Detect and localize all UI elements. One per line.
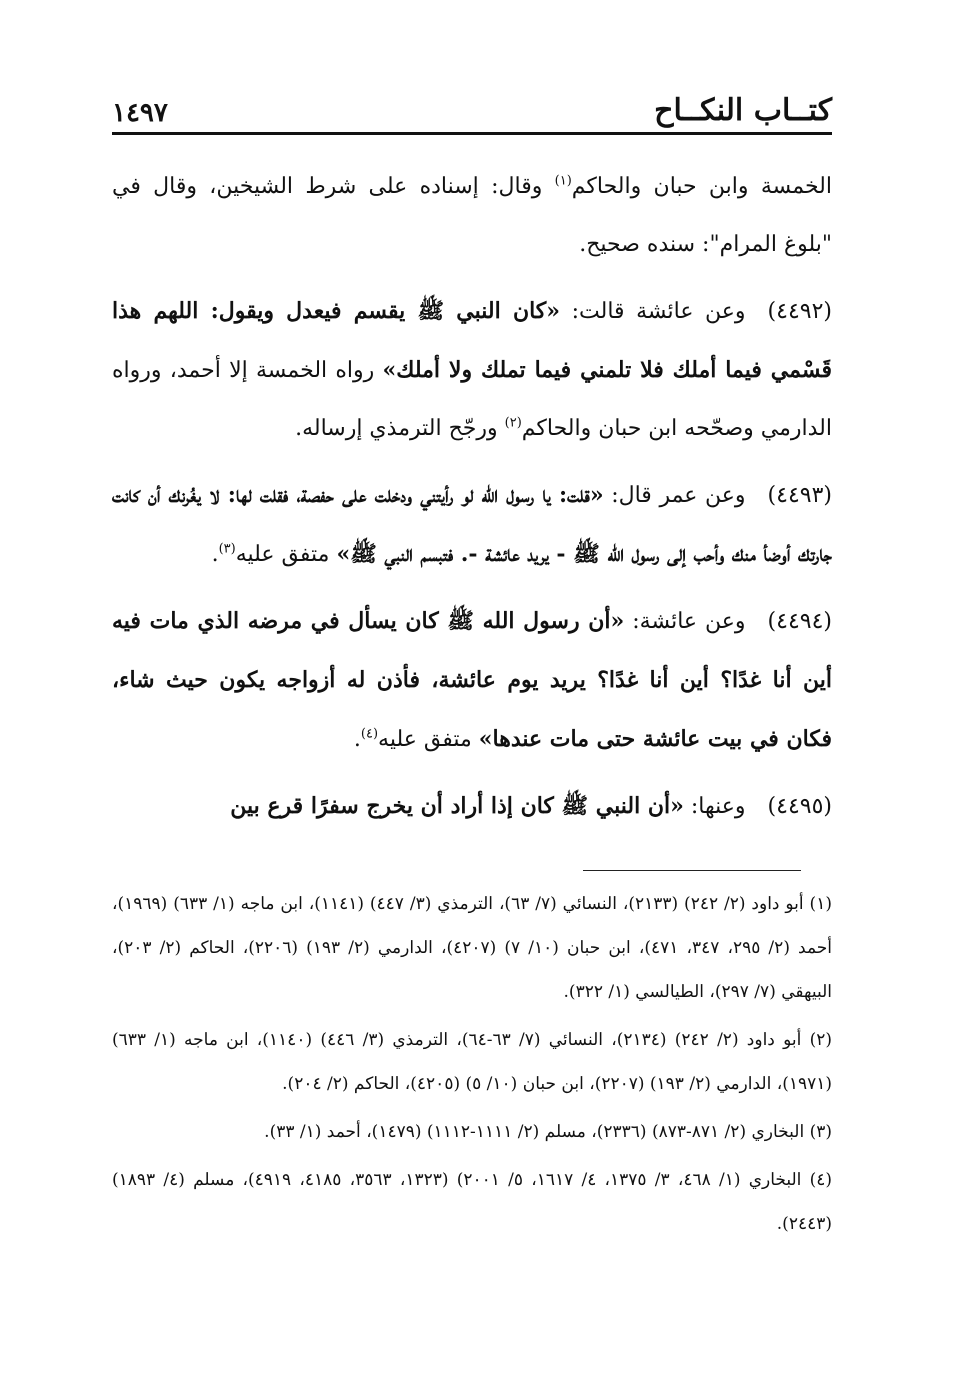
footnote-separator: [583, 870, 801, 871]
hadith-number: (٤٤٩٢): [767, 299, 832, 324]
hadith-takhrij-end: ورجّح الترمذي إرساله.: [295, 416, 505, 441]
footnote-ref: (٤): [360, 726, 379, 742]
hadith-takhrij: متفق عليه: [235, 542, 337, 567]
paragraph-text: وقال: إسناده على شرط الشيخين، وقال في "بلوغ المرام": سنده صحيح.: [112, 174, 832, 257]
hadith-number: (٤٤٩٤): [767, 609, 832, 634]
chapter-title: كتــاب النكــاح: [654, 93, 832, 128]
hadith-intro: وعنها:: [683, 794, 746, 819]
footnote-4: (٤) البخاري (١/ ٤٦٨، ٣/ ١٣٧٥، ٤/ ١٦١٧، ٥/ ٢٠٠١) (١٣٢٣، ٣٥٦٣، ٤١٨٥، ٤٩١٩)، مسلم (٤/ ١٨٩٣) (٢٤٤٣).: [112, 1170, 833, 1234]
hadith-4492: [112, 282, 832, 458]
hadith-matn: «قلت: يا رسول الله لو رأيتني ودخلت على حفصة، فقلت لها: لا يغُرنك أن كانت جارتك أوضأ منك وأحب إلى رسول الله ﷺ - يريد عائشة -. فتبسم النبي ﷺ»: [112, 482, 832, 567]
footnote-2: (٢) أبو داود (٢/ ٢٤٢) (٢١٣٤)، النسائي (٧/ ٦٣-٦٤)، الترمذي (٣/ ٤٤٦) (١١٤٠)، ابن ماجه (١/ ٦٣٣) (١٩٧١)، الدارمي (٢/ ١٩٣) (٢٢٠٧)، ابن حبان (١٠/ ٥) (٤٢٠٥)، الحاكم (٢/ ٢٠٤).: [112, 1030, 833, 1094]
hadith-takhrij-end: .: [211, 542, 219, 567]
paragraph-continuation: [112, 158, 832, 274]
hadith-intro: وعن عائشة:: [624, 609, 746, 634]
footnote-ref: (٣): [218, 541, 236, 557]
hadith-matn: «أن رسول الله ﷺ كان يسأل في مرضه الذي مات فيه أين أنا غدًا؟ أين أنا غدًا؟ يريد يوم عائشة، فأذن له أزواجه يكون حيث شاء، فكان في بيت عائشة حتى مات عندها»: [112, 608, 832, 752]
page-number: ١٤٩٧: [112, 98, 168, 128]
hadith-matn: «أن النبي ﷺ كان إذا أراد أن يخرج سفرًا قرع بين: [230, 793, 684, 819]
footnotes: [112, 882, 832, 1250]
footnote-1: (١) أبو داود (٢/ ٢٤٢) (٢١٣٣)، النسائي (٧/ ٦٣)، الترمذي (٣/ ٤٤٧) (١١٤١)، ابن ماجه (١/ ٦٣٣) (١٩٦٩)، أحمد (٢/ ٢٩٥، ٣٤٧، ٤٧١)، ابن حبان (١٠/ ٧) (٤٢٠٧)، الدارمي (٢/ ١٩٣) (٢٢٠٦)، الحاكم (٢/ ٢٠٣)، البيهقي (٧/ ٢٩٧)، الطيالسي (١/ ٣٢٢).: [112, 894, 833, 1002]
hadith-4494: [112, 592, 832, 769]
hadith-4495: [112, 777, 832, 836]
hadith-4493: [112, 466, 832, 584]
paragraph-text: الخمسة وابن حبان والحاكم: [571, 174, 832, 199]
main-text: [112, 158, 832, 844]
hadith-number: (٤٤٩٥): [767, 794, 832, 819]
hadith-intro: وعن عمر قال:: [603, 483, 746, 508]
hadith-matn: «كان النبي ﷺ يقسم فيعدل ويقول: اللهم هذا قَسْمي فيما أملك فلا تلمني فيما تملك ولا أملك»: [112, 298, 832, 383]
footnote-ref: (١): [554, 173, 572, 189]
page-header: [112, 88, 832, 128]
footnote-3: (٣) البخاري (٢/ ٨٧١-٨٧٣) (٢٣٣٦)، مسلم (٢/ ١١١١-١١١٢) (١٤٧٩)، أحمد (١/ ٣٣).: [264, 1122, 832, 1142]
hadith-number: (٤٤٩٣): [767, 483, 832, 508]
hadith-intro: وعن عائشة قالت:: [560, 299, 746, 324]
header-rule: [112, 132, 832, 135]
hadith-takhrij: رواه الخمسة إلا أحمد، ورواه الدارمي وصحّحه ابن حبان والحاكم: [112, 358, 832, 441]
hadith-takhrij-end: .: [353, 727, 361, 752]
footnote-ref: (٢): [504, 415, 522, 431]
hadith-takhrij: متفق عليه: [378, 727, 479, 752]
